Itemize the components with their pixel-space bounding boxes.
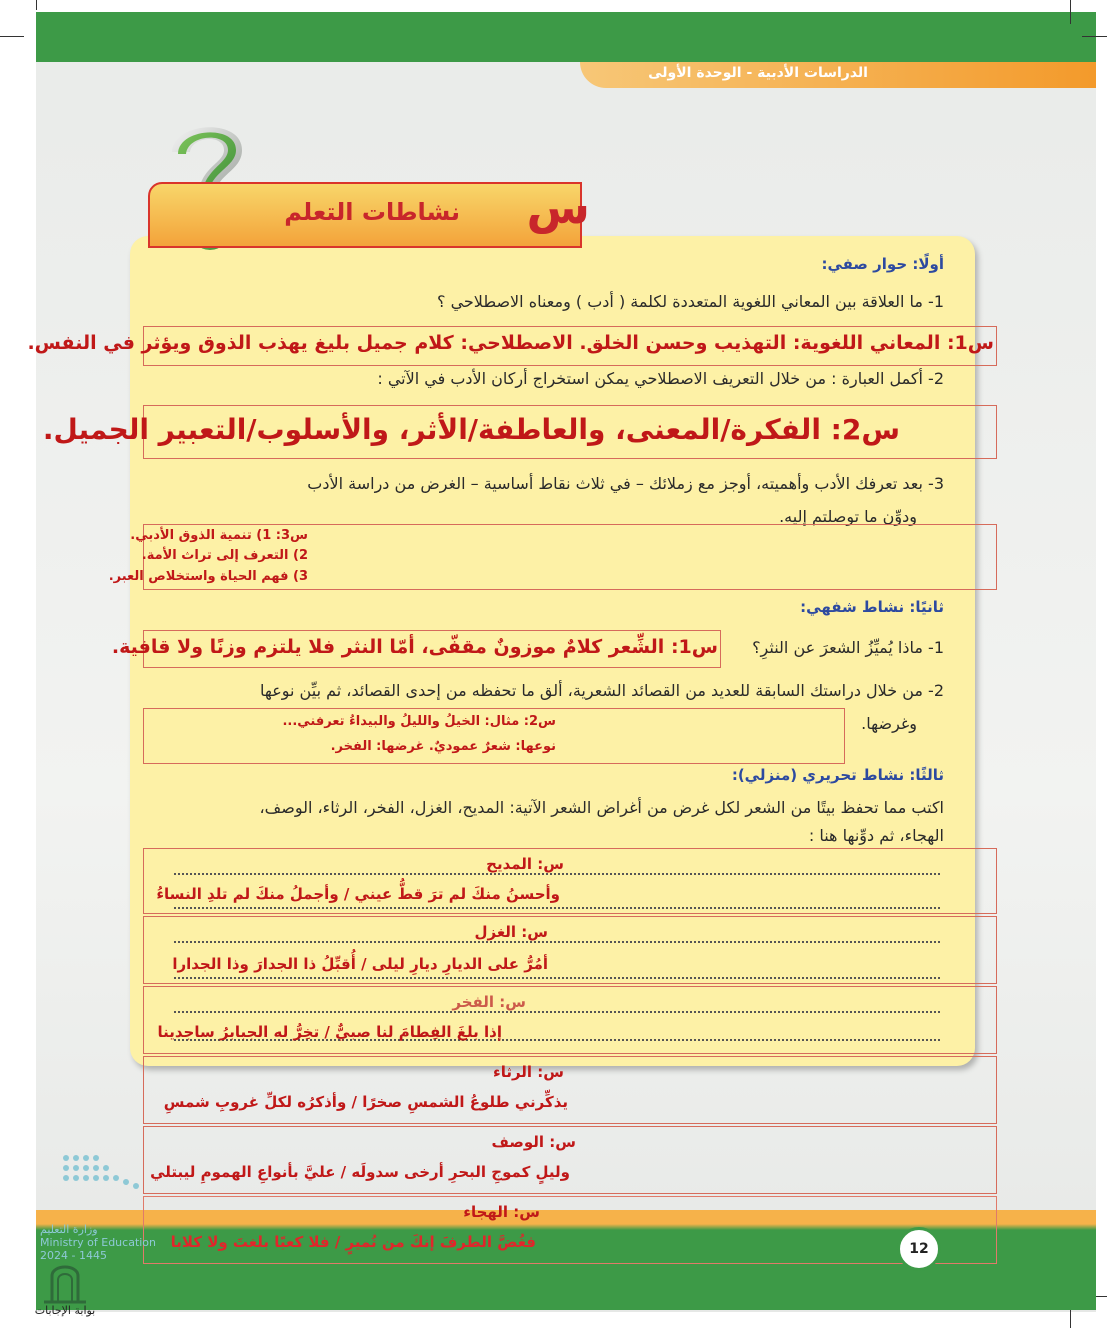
question-text: 1- ما العلاقة بين المعاني اللغوية المتعددة لكلمة ( أدب ) ومعناه الاصطلاحي ؟ (436, 292, 944, 311)
mosque-icon (30, 1258, 100, 1304)
crop-mark (1082, 36, 1107, 37)
section-heading-class-dialogue: أولًا: حوار صفي: (821, 255, 944, 273)
crop-mark (36, 0, 37, 10)
answer-box (111, 630, 721, 668)
answer-text: 2) التعرف إلى تراث الأمة. (141, 548, 308, 563)
answer-verse: يذكِّرني طلوعُ الشمسِ صخرًا / وأذكرُه لكلِّ غروبِ شمسِ (163, 1093, 568, 1111)
answer-text: س3: 1) تنمية الذوق الأدبي. (130, 528, 308, 543)
answer-verse: إذا بلغَ الفِطامَ لنا صبيٌّ / تخِرُّ له الجبابرُ ساجدينا (157, 1023, 502, 1041)
answer-verse: أمُرُّ على الديارِ ديارِ ليلى / أُقبِّلُ ذا الجدارَ وذا الجدارا (172, 955, 548, 973)
dotted-line (174, 977, 940, 979)
answer-box (42, 405, 997, 459)
question-text: 2- أكمل العبارة : من خلال التعريف الاصطلاحي يمكن استخراج أركان الأدب في الآتي : (377, 369, 944, 388)
answer-text: نوعها: شعرٌ عموديٌ. غرضها: الفخر. (330, 739, 556, 754)
ministry-logo-icon (60, 1152, 150, 1192)
question-text: وغرضها. (861, 714, 917, 733)
crop-mark (0, 36, 24, 37)
question-text: 2- من خلال دراستك السابقة للعديد من القصائد الشعرية، ألق ما تحفظه من إحدى القصائد، ثم بيِّن نوعها (259, 681, 944, 700)
activities-logo: س (526, 180, 590, 234)
answer-label: س: الغزل (474, 923, 548, 941)
activities-title: نشاطات التعلم (284, 198, 460, 226)
dotted-line (174, 873, 940, 875)
question-text: ودوِّن ما توصلتم إليه. (779, 507, 917, 526)
dotted-line (174, 907, 940, 909)
answer-box (27, 326, 997, 366)
answer-text: س2: الفكرة/المعنى، والعاطفة/الأثر، والأسلوب/التعبير الجميل. (42, 413, 900, 446)
answer-label: س: الرثاء (493, 1063, 564, 1081)
activities-title-tab (148, 180, 590, 248)
dotted-line (174, 941, 940, 943)
answer-box (108, 524, 997, 590)
answer-label: س: الوصف (491, 1133, 576, 1151)
section-heading-written-activity: ثالثًا: نشاط تحريري (منزلي): (731, 766, 944, 784)
answer-box (143, 708, 845, 764)
answer-label: س: الفخر (452, 993, 526, 1011)
watermark-text: بوابة الإجابات (34, 1304, 96, 1317)
ministry-label-ar: وزارة التعليم (40, 1223, 98, 1236)
answer-box-praise (143, 848, 997, 914)
watermark (30, 1258, 100, 1322)
unit-title: الدراسات الأدبية - الوحدة الأولى (648, 65, 868, 81)
ministry-label-en: Ministry of Education (40, 1236, 157, 1249)
answer-text: س1: المعاني اللغوية: التهذيب وحسن الخلق. الاصطلاحي: كلام جميل بليغ يهذب الذوق ويؤثر في النفس. (27, 332, 994, 354)
answer-text: س2: مثال: الخيلُ والليلُ والبيداءُ تعرفني... (282, 714, 556, 729)
page-number: 12 (897, 1227, 941, 1271)
prompt-text: اكتب مما تحفظ بيتًا من الشعر لكل غرض من أغراض الشعر الآتية: المديح، الغزل، الفخر، الرثاء، الوصف، (259, 798, 944, 817)
question-text: 1- ماذا يُميِّزُ الشعرَ عن النثرِ؟ (752, 638, 944, 657)
question-text: 3- بعد تعرفك الأدب وأهميته، أوجز مع زملائك – في ثلاث نقاط أساسية – الغرض من دراسة الأدب (307, 474, 944, 493)
answer-verse: وأحسنُ منكَ لم ترَ قطُّ عيني / وأجملُ منكَ لم تلدِ النساءُ (156, 885, 560, 903)
answer-box-satire (143, 1196, 997, 1264)
answer-box-description (143, 1126, 997, 1194)
answer-text: 3) فهم الحياة واستخلاص العبر. (108, 569, 308, 584)
ministry-year: 2024 - 1445 (40, 1249, 107, 1262)
prompt-text: الهجاء، ثم دوِّنها هنا : (808, 826, 944, 845)
top-green-bar (36, 12, 1096, 62)
answer-label: س: المديح (486, 855, 564, 873)
section-heading-oral-activity: ثانيًا: نشاط شفهي: (800, 598, 944, 616)
answer-text: س1: الشِّعر كلامٌ موزونٌ مقفّى، أمّا النثر فلا يلتزم وزنًا ولا قافية. (111, 636, 718, 658)
answer-box-pride (143, 986, 997, 1054)
answer-label: س: الهجاء (463, 1203, 540, 1221)
unit-header-strip (580, 62, 1096, 88)
answer-box-love (143, 916, 997, 984)
answer-box-elegy (143, 1056, 997, 1124)
answer-verse: فغُضَّ الطرفَ إنكَ من نُميرٍ / فلا كعبًا بلغتَ ولا كلابا (170, 1233, 536, 1251)
crop-mark (1070, 0, 1071, 24)
dotted-line (174, 1011, 940, 1013)
answer-verse: وليلٍ كموجِ البحرِ أرخى سدولَه / عليَّ بأنواعِ الهمومِ ليبتلي (150, 1163, 570, 1181)
ministry-label (40, 1223, 160, 1262)
